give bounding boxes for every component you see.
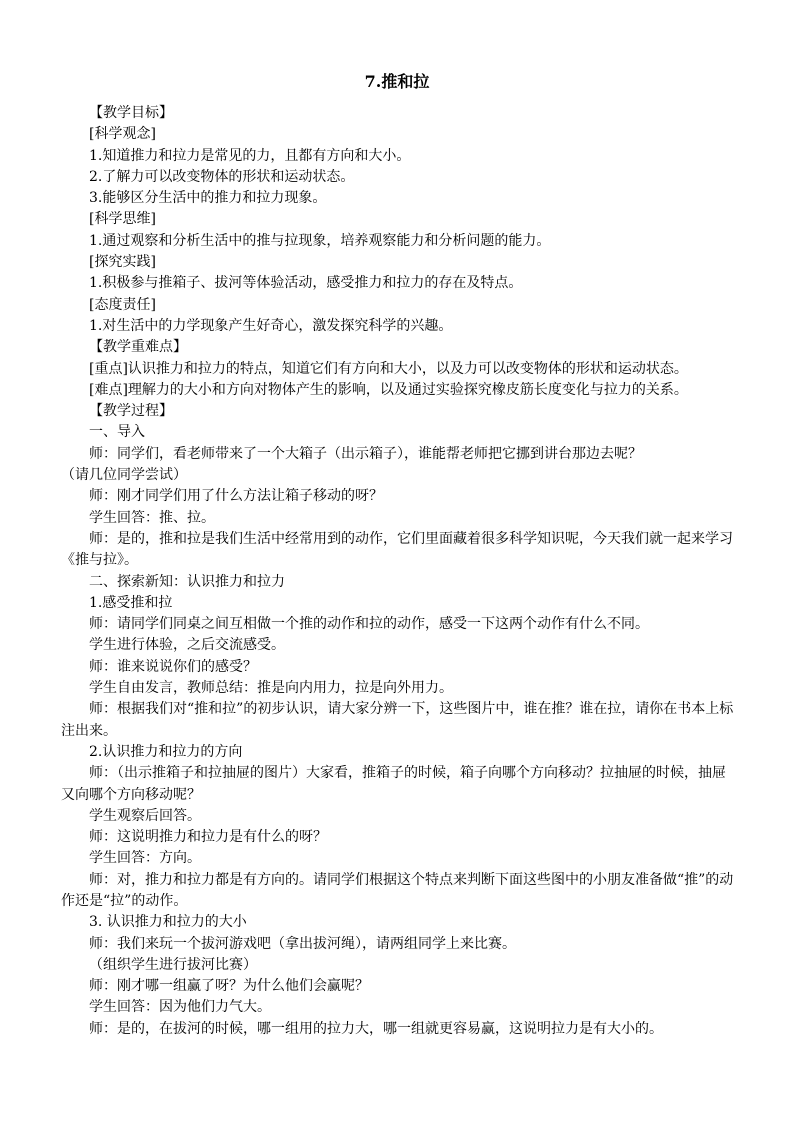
heading-key-points: 【教学重难点】 (89, 339, 187, 356)
paragraph: 师：我们来玩一个拔河游戏吧（拿出拔河绳），请两组同学上来比赛。 (89, 935, 516, 952)
paragraph: 师：谁来说说你们的感受？ (89, 658, 257, 675)
paragraph: 学生回答：推、拉。 (89, 509, 215, 526)
heading-process: 【教学过程】 (89, 403, 173, 420)
subheading-thinking: [科学思维] (89, 211, 156, 228)
heading-objectives: 【教学目标】 (89, 105, 173, 121)
paragraph: 学生回答：方向。 (89, 850, 201, 867)
subheading-practice: [探究实践] (89, 254, 156, 271)
paragraph: 师：对，推力和拉力都是有方向的。请同学们根据这个特点来判断下面这些图中的小朋友准备做“推”的动作还是“拉”的动作。 (61, 871, 734, 909)
paragraph: 3. 认识推力和拉力的大小 (89, 914, 247, 931)
paragraph: （组织学生进行拔河比赛） (89, 956, 257, 973)
paragraph: 师：刚才哪一组赢了呀？为什么他们会赢呢？ (89, 978, 369, 995)
paragraph: [难点]理解力的大小和方向对物体产生的影响，以及通过实验探究橡皮筋长度变化与拉力的关系。 (89, 381, 688, 398)
paragraph: （请几位同学尝试） (61, 467, 187, 484)
paragraph: 1.知道推力和拉力是常见的力，且都有方向和大小。 (89, 147, 411, 164)
paragraph: 师：这说明推力和拉力是有什么的呀？ (89, 829, 327, 846)
paragraph: 2.了解力可以改变物体的形状和运动状态。 (89, 168, 355, 185)
paragraph: 师：根据我们对“推和拉”的初步认识，请大家分辨一下，这些图片中，谁在推？谁在拉，请你在书本上标注出来。 (61, 701, 734, 739)
paragraph: 1.感受推和拉 (89, 594, 173, 611)
subheading-concept: [科学观念] (89, 126, 156, 143)
paragraph: 师：是的，在拔河的时候，哪一组用的拉力大，哪一组就更容易赢，这说明拉力是有大小的。 (89, 1020, 663, 1037)
paragraph: 师：同学们，看老师带来了一个大箱子（出示箱子），谁能帮老师把它挪到讲台那边去呢？ (89, 445, 642, 462)
paragraph: 3.能够区分生活中的推力和拉力现象。 (89, 190, 327, 207)
paragraph: 1.对生活中的力学现象产生好奇心，激发探究科学的兴趣。 (89, 317, 453, 334)
paragraph: 2.认识推力和拉力的方向 (89, 743, 243, 760)
document-title: 7.推和拉 (364, 72, 430, 91)
section-explore: 二、探索新知：认识推力和拉力 (89, 573, 285, 590)
paragraph: 师：是的，推和拉是我们生活中经常用到的动作，它们里面藏着很多科学知识呢，今天我们就一起来学习《推与拉》。 (61, 530, 733, 569)
paragraph: 学生自由发言，教师总结：推是向内用力，拉是向外用力。 (89, 680, 453, 697)
subheading-attitude: [态度责任] (89, 296, 156, 313)
paragraph: 师：请同学们同桌之间互相做一个推的动作和拉的动作，感受一下这两个动作有什么不同。 (89, 616, 649, 633)
section-intro: 一、导入 (89, 424, 145, 441)
document-body (61, 103, 735, 1040)
paragraph: 学生进行体验，之后交流感受。 (89, 637, 285, 654)
paragraph: 师：（出示推箱子和拉抽屉的图片）大家看，推箱子的时候，箱子向哪个方向移动？拉抽屉的时候，抽屉又向哪个方向移动呢？ (61, 765, 726, 803)
paragraph: 学生观察后回答。 (89, 807, 201, 824)
paragraph: 学生回答：因为他们力气大。 (89, 999, 271, 1016)
paragraph: 师：刚才同学们用了什么方法让箱子移动的呀？ (89, 488, 383, 505)
paragraph: [重点]认识推力和拉力的特点，知道它们有方向和大小，以及力可以改变物体的形状和运动状态。 (89, 360, 688, 377)
paragraph: 1.通过观察和分析生活中的推与拉现象，培养观察能力和分析问题的能力。 (89, 232, 551, 249)
paragraph: 1.积极参与推箱子、拔河等体验活动，感受推力和拉力的存在及特点。 (89, 275, 523, 292)
